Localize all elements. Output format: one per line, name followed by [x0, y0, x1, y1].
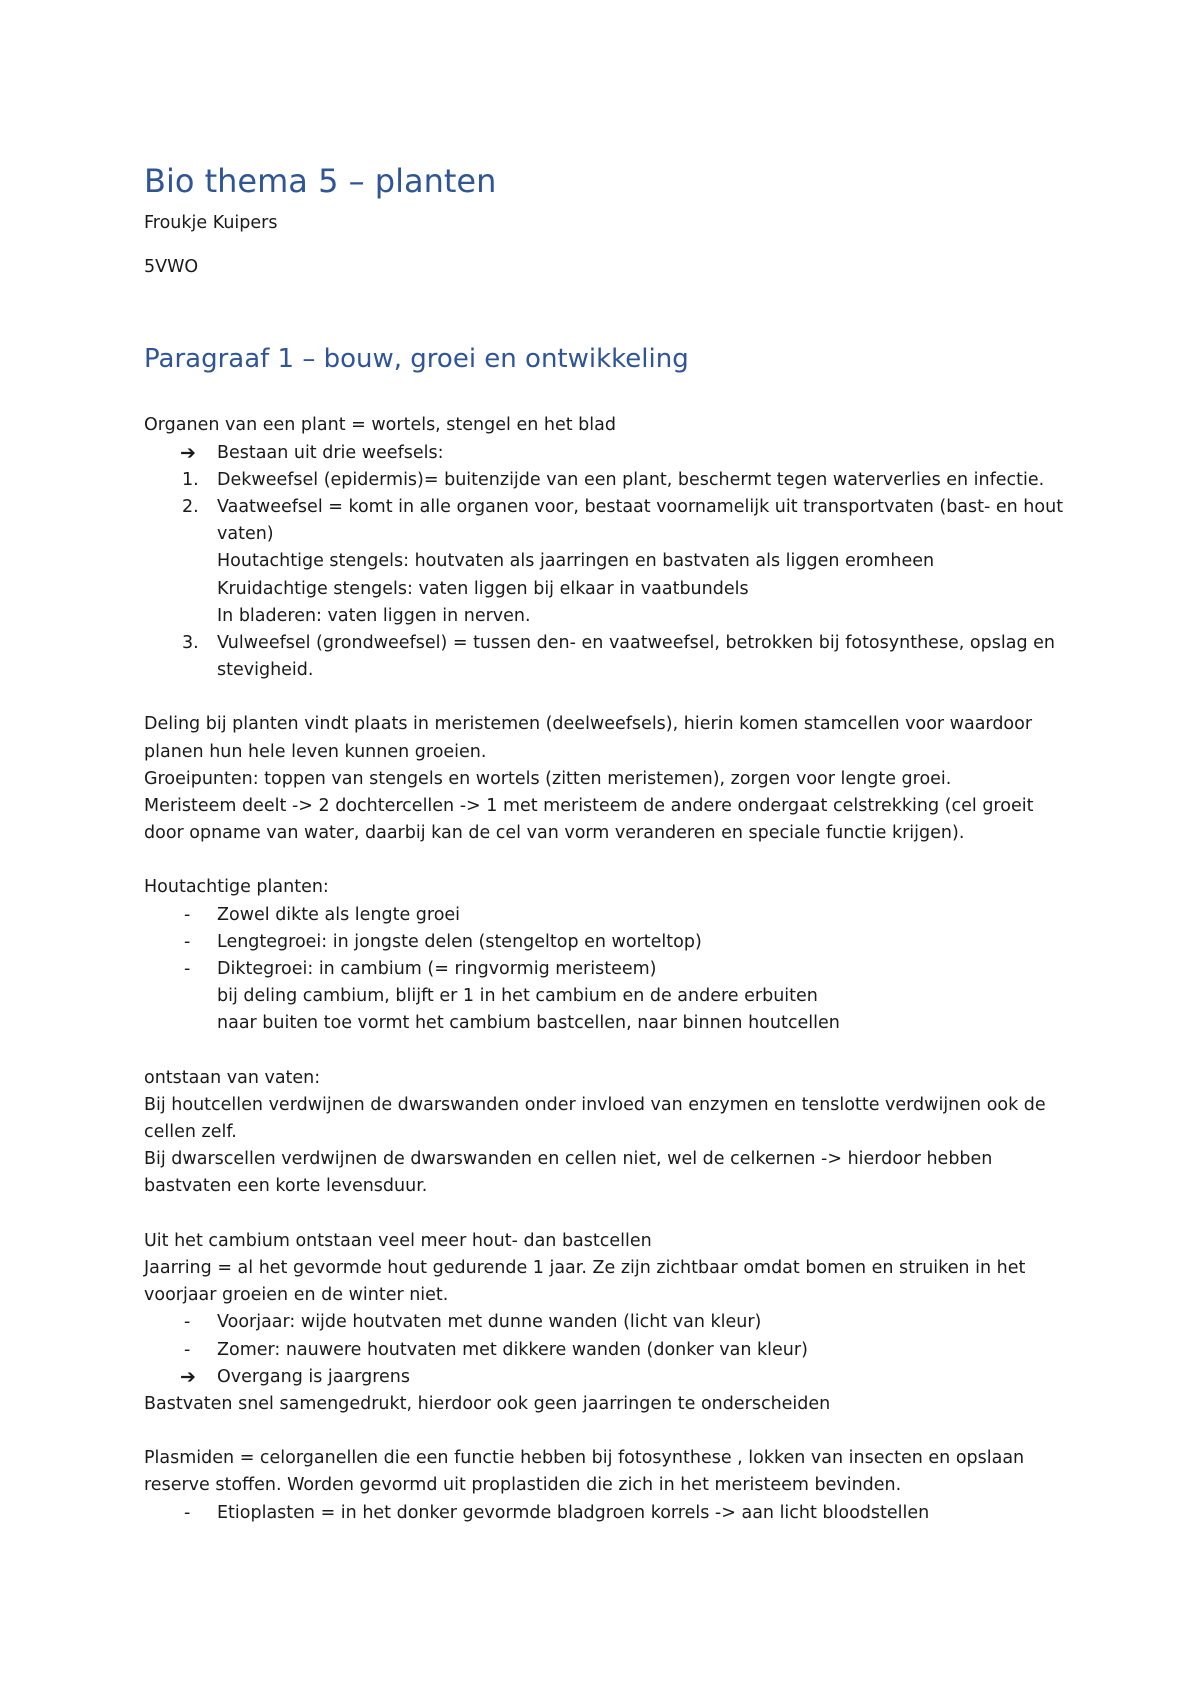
- arrow-list-item: [144, 440, 1074, 467]
- list-item-text: Zowel dikte als lengte groei: [217, 904, 461, 925]
- plasmiden-paragraph: Plasmiden = celorganellen die een functie hebben bij fotosynthese , lokken van insecten en opslaan reserve stoffen. Worden gevormd uit proplastiden die zich in het meristeem bevinden.: [144, 1448, 1025, 1496]
- houtachtig-intro: Houtachtige planten:: [144, 877, 329, 898]
- right-arrow-icon: ➔: [180, 1365, 196, 1388]
- author: Froukje Kuipers: [144, 213, 278, 233]
- jaarring-line: Uit het cambium ontstaan veel meer hout- dan bastcellen: [144, 1230, 652, 1251]
- dash-list-item: [144, 929, 1074, 956]
- dash-list-item: [144, 1500, 1074, 1527]
- houtachtig-sub-line: bij deling cambium, blijft er 1 in het cambium en de andere erbuiten: [217, 986, 818, 1007]
- list-number: 3.: [182, 633, 199, 654]
- numbered-list-item: [144, 467, 1074, 494]
- list-item-text: Zomer: nauwere houtvaten met dikkere wanden (donker van kleur): [217, 1339, 808, 1360]
- dash-list-item: [144, 956, 1074, 983]
- list-number: 2.: [182, 497, 199, 518]
- deling-paragraph: Groeipunten: toppen van stengels en wortels (zitten meristemen), zorgen voor lengte groei.: [144, 768, 952, 789]
- document-page: [144, 160, 1074, 1527]
- organen-intro: Organen van een plant = wortels, stengel en het blad: [144, 415, 616, 436]
- list-item-text: Diktegroei: in cambium (= ringvormig meristeem): [217, 959, 657, 980]
- vaten-paragraph: Bij houtcellen verdwijnen de dwarswanden onder invloed van enzymen en tenslotte verdwijnen ook de cellen zelf.: [144, 1094, 1046, 1143]
- list-item-text: Voorjaar: wijde houtvaten met dunne wanden (licht van kleur): [217, 1312, 762, 1333]
- vaten-intro: ontstaan van vaten:: [144, 1067, 321, 1088]
- arrow-item-text: Overgang is jaargrens: [217, 1366, 411, 1387]
- vaat-sub-line: Kruidachtige stengels: vaten liggen bij elkaar in vaatbundels: [217, 578, 749, 599]
- dash-bullet: -: [184, 1312, 191, 1333]
- houtachtig-sub-line: naar buiten toe vormt het cambium bastcellen, naar binnen houtcellen: [217, 1013, 840, 1034]
- numbered-list-item: [144, 494, 1074, 548]
- list-item-text: Etioplasten = in het donker gevormde bladgroen korrels -> aan licht bloodstellen: [217, 1502, 930, 1523]
- dash-list-item: [144, 902, 1074, 929]
- numbered-list-item: [144, 630, 1074, 684]
- vaat-subtext: [144, 548, 1074, 630]
- dash-bullet: -: [184, 959, 191, 980]
- list-number: 1.: [182, 469, 199, 490]
- arrow-item-text: Bestaan uit drie weefsels:: [217, 442, 444, 463]
- list-item-text: Vulweefsel (grondweefsel) = tussen den- en vaatweefsel, betrokken bij fotosynthese, opslag en stevigheid.: [217, 633, 1055, 681]
- dash-bullet: -: [184, 1502, 191, 1523]
- list-item-text: Lengtegroei: in jongste delen (stengeltop en worteltop): [217, 931, 702, 952]
- list-item-text: Dekweefsel (epidermis)= buitenzijde van een plant, beschermt tegen waterverlies en infectie.: [217, 469, 1045, 490]
- deling-paragraph: Meristeem deelt -> 2 dochtercellen -> 1 met meristeem de andere ondergaat celstrekking (cel groeit door opname van water, daarbij kan de cel van vorm veranderen en speciale functie krijgen).: [144, 796, 1034, 844]
- list-item-text: Vaatweefsel = komt in alle organen voor, bestaat voornamelijk uit transportvaten (bast- en hout vaten): [217, 497, 1064, 545]
- vaten-paragraph: Bij dwarscellen verdwijnen de dwarswanden en cellen niet, wel de celkernen -> hierdoor hebben bastvaten een korte levensduur.: [144, 1149, 993, 1197]
- document-title: Bio thema 5 – planten: [144, 162, 497, 200]
- jaarring-after: Bastvaten snel samengedrukt, hierdoor ook geen jaarringen te onderscheiden: [144, 1393, 831, 1414]
- arrow-list-item: [144, 1364, 1074, 1391]
- dash-list-item: [144, 1309, 1074, 1336]
- deling-paragraph: Deling bij planten vindt plaats in meristemen (deelweefsels), hierin komen stamcellen voor waardoor planen hun hele leven kunnen groeien.: [144, 714, 1033, 762]
- jaarring-line: Jaarring = al het gevormde hout gedurende 1 jaar. Ze zijn zichtbaar omdat bomen en struiken in het voorjaar groeien en de winter niet.: [144, 1257, 1026, 1306]
- section-heading: Paragraaf 1 – bouw, groei en ontwikkeling: [144, 344, 689, 375]
- vaat-sub-line: In bladeren: vaten liggen in nerven.: [217, 605, 531, 626]
- dash-bullet: -: [184, 1339, 191, 1360]
- class-label: 5VWO: [144, 257, 199, 278]
- dash-list-item: [144, 1337, 1074, 1364]
- dash-bullet: -: [184, 931, 191, 952]
- right-arrow-icon: ➔: [180, 441, 196, 464]
- dash-bullet: -: [184, 904, 191, 925]
- houtachtig-subtext: [144, 983, 1074, 1037]
- vaat-sub-line: Houtachtige stengels: houtvaten als jaarringen en bastvaten als liggen eromheen: [217, 551, 935, 572]
